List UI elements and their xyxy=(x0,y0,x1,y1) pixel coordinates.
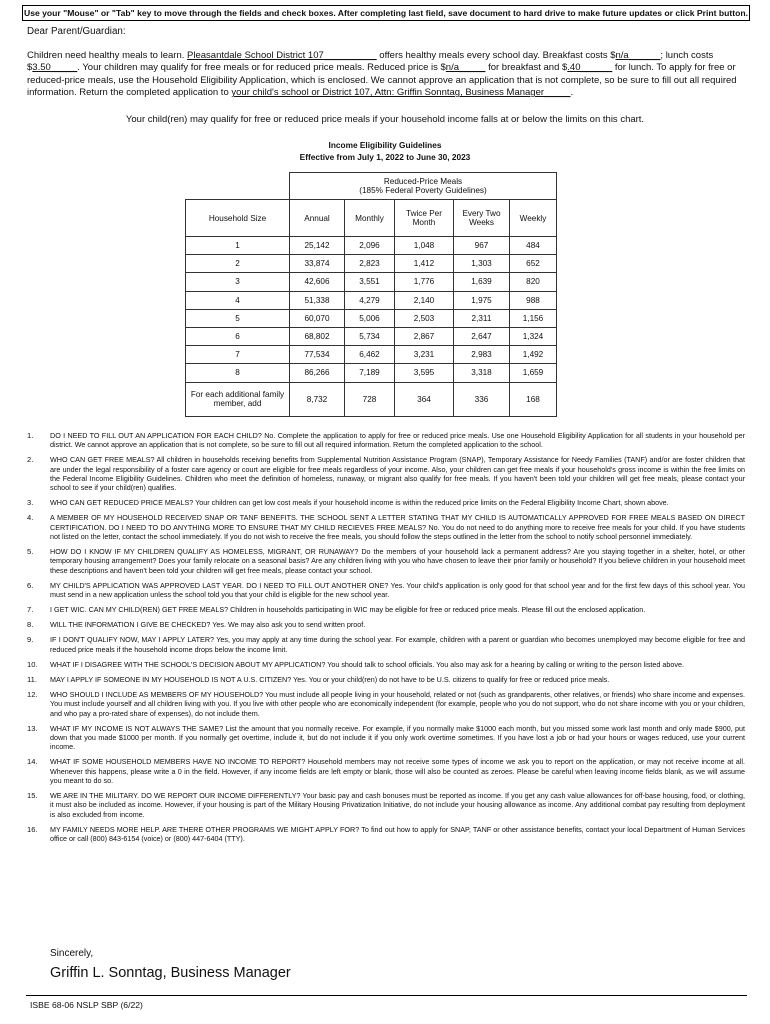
faq-number: 11. xyxy=(27,674,37,684)
faq-item xyxy=(27,757,745,785)
income-cell: 336 xyxy=(454,382,510,416)
income-cell: 2,503 xyxy=(395,309,454,327)
footer-divider xyxy=(26,995,747,996)
income-cell: 33,874 xyxy=(290,255,345,273)
income-cell: 1,156 xyxy=(510,309,557,327)
household-size-cell: 8 xyxy=(186,364,290,382)
income-cell: 1,776 xyxy=(395,273,454,291)
income-cell: 3,231 xyxy=(395,346,454,364)
table-row xyxy=(186,364,557,382)
table-row xyxy=(186,327,557,345)
faq-text: WE ARE IN THE MILITARY. DO WE REPORT OUR INCOME DIFFERENTLY? Your basic pay and cash bonuses must be reported as income. If you get any cash value allowances for off-base housing, food, or clothing, it must also be included as income. However, if your housing is part of the Military Housing Privatization Initiative, do not include your housing allowance as income. Any additional combat pay resulting from deployment is also excluded from income. xyxy=(50,791,745,819)
table-row xyxy=(186,273,557,291)
faq-item xyxy=(27,605,745,614)
intro-text-1: Children need healthy meals to learn. xyxy=(27,50,185,61)
income-cell: 51,338 xyxy=(290,291,345,309)
faq-text: MY CHILD'S APPLICATION WAS APPROVED LAST YEAR. DO I NEED TO FILL OUT ANOTHER ONE? Yes. Your child's application is only good for that school year and for the first few days of this school year. You must send in a new application unless the school told you that your child is eligible for the new school year. xyxy=(50,580,745,600)
income-cell: 5,006 xyxy=(345,309,395,327)
income-cell: 7,189 xyxy=(345,364,395,382)
faq-text: DO I NEED TO FILL OUT AN APPLICATION FOR EACH CHILD? No. Complete the application to apply for free or reduced price meals. Use one Household Eligibility Application for all students in your household per district. We cannot approve an application that is not complete, so be sure to fill out all required information. Return the completed application to the school. xyxy=(50,431,745,450)
col-annual: Annual xyxy=(290,200,345,237)
intro-paragraph: Children need healthy meals to learn. Pleasantdale School District 107__________ offers healthy meals every school day. Breakfast costs $n/a______; lunch costs $3.50_____. Your children may qualify for free meals or for reduced price meals. Reduced price is $n/a_____ for breakfast and $.40______ for lunch. To apply for free or reduced-price meals, use the Household Eligibility Application, which is enclosed. We cannot approve an application that is not complete, so be sure to fill out all required information. Return the completed application to your child's school or District 107, Attn: Griffin Sonntag, Business Manager_____. xyxy=(27,50,737,99)
faq-item xyxy=(27,724,745,752)
table-row xyxy=(186,291,557,309)
income-cell: 652 xyxy=(510,255,557,273)
faq-item xyxy=(27,547,745,575)
faq-number: 14. xyxy=(27,757,38,767)
faq-item xyxy=(27,825,745,844)
faq-list xyxy=(27,431,745,849)
faq-text: WILL THE INFORMATION I GIVE BE CHECKED? Yes. We may also ask you to send written proof. xyxy=(50,620,366,630)
table-row xyxy=(186,382,557,416)
faq-number: 1. xyxy=(27,431,34,440)
col-twice-per-month: Twice Per Month xyxy=(395,200,454,237)
qualify-statement: Your child(ren) may qualify for free or reduced price meals if your household income falls at or below the limits on this chart. xyxy=(125,114,645,125)
reduced-breakfast-field[interactable]: n/a xyxy=(445,62,460,74)
household-size-cell: 4 xyxy=(186,291,290,309)
household-size-cell: For each additional family member, add xyxy=(186,382,290,416)
col-monthly: Monthly xyxy=(345,200,395,237)
faq-item xyxy=(27,431,745,450)
income-eligibility-table xyxy=(185,172,557,417)
income-cell: 2,311 xyxy=(454,309,510,327)
faq-text: WHAT IF MY INCOME IS NOT ALWAYS THE SAME? List the amount that you normally receive. For example, if you normally make $1000 each month, but you missed some work last month and only made $900, put down that you made $1000 per month. If you normally get overtime, include it, but do not include it if you only work overtime sometimes. If you have lost a job or had your hours or wages reduced, use your current income. xyxy=(50,723,745,752)
income-cell: 1,412 xyxy=(395,255,454,273)
income-cell: 1,659 xyxy=(510,364,557,382)
faq-number: 16. xyxy=(27,824,38,834)
instruction-banner: Use your "Mouse" or "Tab" key to move through the fields and check boxes. After completing last field, save document to hard drive to make future updates or click Print button. xyxy=(22,5,750,21)
faq-text: I GET WIC. CAN MY CHILD(REN) GET FREE MEALS? Children in households participating in WIC may be eligible for free or reduced price meals. Please fill out the enclosed application. xyxy=(50,605,646,615)
faq-text: IF I DON'T QUALIFY NOW, MAY I APPLY LATER? Yes, you may apply at any time during the school year. For example, children with a parent or guardian who becomes unemployed may become eligible for free and reduced price meals if the household income drops below the income limit. xyxy=(50,635,745,654)
faq-text: WHO CAN GET REDUCED PRICE MEALS? Your children can get low cost meals if your household income is within the reduced price limits on the Federal Eligibility Income Chart, shown above. xyxy=(50,498,669,508)
income-cell: 1,492 xyxy=(510,346,557,364)
col-weekly: Weekly xyxy=(510,200,557,237)
income-cell: 484 xyxy=(510,237,557,255)
household-size-cell: 1 xyxy=(186,237,290,255)
faq-item xyxy=(27,660,745,669)
income-cell: 3,551 xyxy=(345,273,395,291)
signer-name: Griffin L. Sonntag, Business Manager xyxy=(50,965,291,981)
faq-number: 15. xyxy=(27,791,38,801)
faq-item xyxy=(27,791,745,819)
greeting: Dear Parent/Guardian: xyxy=(27,26,126,37)
faq-item xyxy=(27,455,745,492)
table-row xyxy=(186,346,557,364)
income-cell: 2,823 xyxy=(345,255,395,273)
income-cell: 820 xyxy=(510,273,557,291)
household-size-cell: 3 xyxy=(186,273,290,291)
income-cell: 2,140 xyxy=(395,291,454,309)
income-cell: 42,606 xyxy=(290,273,345,291)
income-cell: 5,734 xyxy=(345,327,395,345)
table-row xyxy=(186,255,557,273)
faq-number: 13. xyxy=(27,723,38,733)
table-row xyxy=(186,237,557,255)
reduced-price-header: Reduced-Price Meals (185% Federal Poverty Guidelines) xyxy=(290,173,557,200)
faq-number: 5. xyxy=(27,547,34,557)
district-field[interactable]: Pleasantdale School District 107 xyxy=(187,50,324,61)
income-cell: 25,142 xyxy=(290,237,345,255)
intro-text-5: for breakfast and $ xyxy=(488,62,568,74)
breakfast-cost-field[interactable]: n/a xyxy=(615,50,629,61)
income-cell: 3,318 xyxy=(454,364,510,382)
faq-number: 7. xyxy=(27,605,34,615)
income-cell: 988 xyxy=(510,291,557,309)
faq-number: 2. xyxy=(27,455,34,465)
household-size-cell: 2 xyxy=(186,255,290,273)
faq-text: HOW DO I KNOW IF MY CHILDREN QUALIFY AS HOMELESS, MIGRANT, OR RUNAWAY? Do the members of your household lack a permanent address? Are you staying together in a shelter, hotel, or other temporary housing arrangement? Does your family relocate on a seasonal basis? Are any children living with you who have chosen to leave their prior family or household? If you believe children in your household meet these descriptions and haven't been told your children will get free meals, please contact your school. xyxy=(50,547,745,575)
income-cell: 86,266 xyxy=(290,364,345,382)
income-cell: 6,462 xyxy=(345,346,395,364)
faq-number: 3. xyxy=(27,498,34,508)
income-cell: 60,070 xyxy=(290,309,345,327)
income-cell: 728 xyxy=(345,382,395,416)
faq-text: WHO CAN GET FREE MEALS? All children in households receiving benefits from Supplemental Nutrition Assistance Program (SNAP), Temporary Assistance for Needy Families (TANF) and/or are foster children that are under the legal responsibility of a foster care agency or court are eligible for free meals regardless of your income. Also, your children can get free meals if your household's gross income is within the free limits on the Federal Income Eligibility Guidelines. Children who meet the definition of homeless, runaway, or migrant also qualify for free meals. If you haven't been told your children will get free meals, please contact your school to see if your child(ren) qualifies. xyxy=(50,455,745,493)
closing: Sincerely, xyxy=(50,948,94,959)
faq-number: 8. xyxy=(27,620,34,630)
income-cell: 2,867 xyxy=(395,327,454,345)
income-cell: 1,324 xyxy=(510,327,557,345)
faq-text: WHO SHOULD I INCLUDE AS MEMBERS OF MY HOUSEHOLD? You must include all people living in your household, related or not (such as grandparents, other relatives, or friends) who share income and expenses. You must include yourself and all children living with you. If you live with other people who are economically independent (for example, people who you do not support, who do not share income with you or your children, and who pay a pro-rated share of expenses), do not include them. xyxy=(50,690,745,718)
household-size-cell: 7 xyxy=(186,346,290,364)
faq-item xyxy=(27,581,745,600)
faq-number: 6. xyxy=(27,580,34,590)
faq-number: 9. xyxy=(27,635,34,645)
intro-text-3: ; lunch costs $ xyxy=(27,50,714,74)
faq-number: 4. xyxy=(27,513,34,523)
faq-item xyxy=(27,675,745,684)
income-cell: 3,595 xyxy=(395,364,454,382)
faq-number: 12. xyxy=(27,690,38,699)
faq-item xyxy=(27,513,745,541)
faq-text: A MEMBER OF MY HOUSEHOLD RECEIVED SNAP OR TANF BENEFITS. THE SCHOOL SENT A LETTER STATING THAT MY CHILD IS AUTOMATICALLY APPROVED FOR FREE MEALS BASED ON DIRECT CERTIFICATION. DO I NEED TO DO ANYTHING MORE TO ENSURE THAT MY CHILD RECIEVES FREE MEALS? No. You do not need to do anything more to receive free meals for your child. If you have students not listed on the letter, contact the school immediately. If you do not wish to receive the free meals, you should follow the steps outlined in the letter from the school to notify school personnel immediately. xyxy=(50,513,745,542)
reduced-lunch-field[interactable]: .40 xyxy=(567,62,581,74)
col-household-size: Household Size xyxy=(186,200,290,237)
return-to-field[interactable]: your child's school or District 107, Attn: Griffin Sonntag, Business Manager xyxy=(231,87,545,99)
intro-text-2: offers healthy meals every school day. Breakfast costs $ xyxy=(379,50,616,61)
household-size-cell: 6 xyxy=(186,327,290,345)
income-cell: 77,534 xyxy=(290,346,345,364)
faq-text: WHAT IF I DISAGREE WITH THE SCHOOL'S DECISION ABOUT MY APPLICATION? You should talk to school officials. You also may ask for a hearing by calling or writing to the person listed above. xyxy=(50,659,684,669)
income-cell: 8,732 xyxy=(290,382,345,416)
guidelines-heading xyxy=(0,139,770,163)
faq-item xyxy=(27,620,745,629)
form-id: ISBE 68-06 NSLP SBP (6/22) xyxy=(30,1000,143,1010)
guidelines-title: Income Eligibility Guidelines xyxy=(328,140,442,150)
faq-number: 10. xyxy=(27,659,38,669)
lunch-cost-field[interactable]: 3.50 xyxy=(32,62,51,74)
income-cell: 168 xyxy=(510,382,557,416)
faq-item xyxy=(27,635,745,654)
faq-item xyxy=(27,498,745,507)
intro-text-6: for lunch. To apply for free or reduced-price meals, use the Household Eligibility Application, which is enclosed. We cannot approve an application that is not complete, so be sure to fill out all required information. Return the completed application to xyxy=(27,62,737,99)
intro-text-4: . Your children may qualify for free meals or for reduced price meals. Reduced price is $ xyxy=(77,62,446,74)
income-cell: 2,647 xyxy=(454,327,510,345)
table-row xyxy=(186,309,557,327)
guidelines-effective: Effective from July 1, 2022 to June 30, 2023 xyxy=(299,152,471,162)
faq-item xyxy=(27,690,745,718)
income-cell: 967 xyxy=(454,237,510,255)
faq-text: MAY I APPLY IF SOMEONE IN MY HOUSEHOLD IS NOT A U.S. CITIZEN? Yes. You or your child(ren) do not have to be U.S. citizens to qualify for free or reduced price meals. xyxy=(50,674,610,684)
income-cell: 364 xyxy=(395,382,454,416)
income-cell: 2,983 xyxy=(454,346,510,364)
income-cell: 1,303 xyxy=(454,255,510,273)
income-cell: 4,279 xyxy=(345,291,395,309)
income-cell: 1,975 xyxy=(454,291,510,309)
income-cell: 1,639 xyxy=(454,273,510,291)
income-cell: 2,096 xyxy=(345,237,395,255)
income-cell: 68,802 xyxy=(290,327,345,345)
income-cell: 1,048 xyxy=(395,237,454,255)
faq-text: WHAT IF SOME HOUSEHOLD MEMBERS HAVE NO INCOME TO REPORT? Household members may not receive some types of income we ask you to report on the application, or may not receive income at all. Whenever this happens, please write a 0 in the field. However, if any income fields are left empty or blank, those will also be counted as zeroes. Please be careful when leaving income fields blank, as we will assume you meant to do so. xyxy=(50,757,745,785)
col-every-two-weeks: Every Two Weeks xyxy=(454,200,510,237)
faq-text: MY FAMILY NEEDS MORE HELP. ARE THERE OTHER PROGRAMS WE MIGHT APPLY FOR? To find out how to apply for SNAP, TANF or other assistance benefits, contact your local Department of Human Services office or call (800) 843-6154 (voice) or (800) 447-6404 (TTY). xyxy=(50,824,745,844)
household-size-cell: 5 xyxy=(186,309,290,327)
